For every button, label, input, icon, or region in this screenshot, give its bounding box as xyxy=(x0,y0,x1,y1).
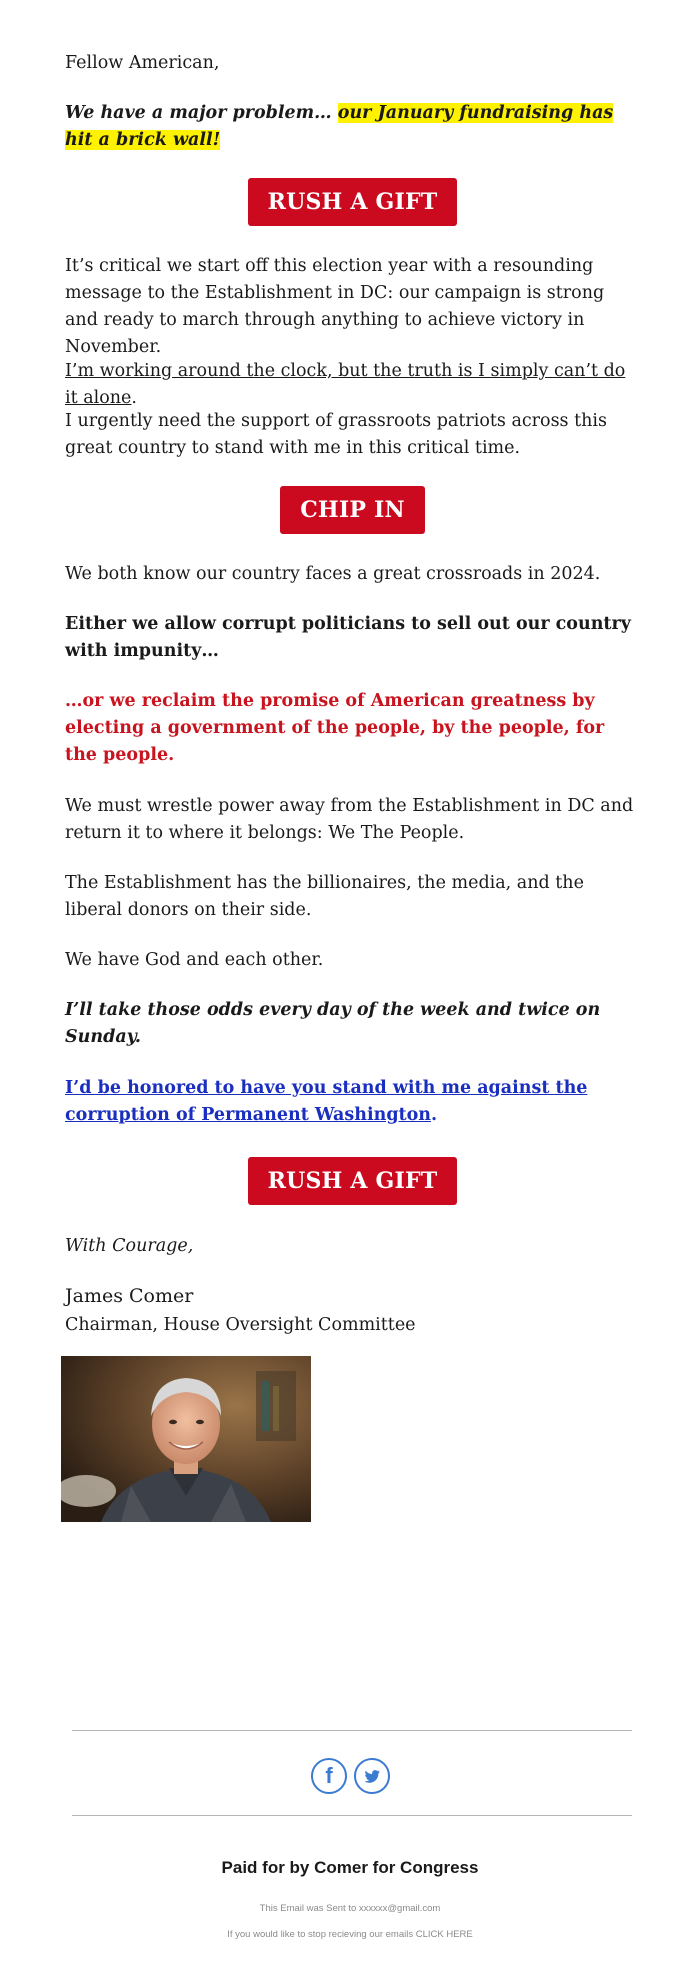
footer-divider-bottom xyxy=(72,1815,632,1816)
para-working xyxy=(65,358,640,412)
signoff: With Courage, xyxy=(65,1236,194,1256)
para-billionaires: The Establishment has the billionaires, the media, and the liberal donors on their side. xyxy=(65,873,584,920)
facebook-icon[interactable] xyxy=(311,1758,347,1794)
facebook-glyph: f xyxy=(325,1763,333,1788)
chip-in-button[interactable]: CHIP IN xyxy=(280,486,425,534)
signer-photo-art xyxy=(61,1356,311,1522)
para-either: Either we allow corrupt politicians to sell out our country with impunity… xyxy=(65,614,631,661)
honored-link[interactable]: I’d be honored to have you stand with me against the corruption of Permanent Washington xyxy=(65,1078,588,1125)
signer-title: Chairman, House Oversight Committee xyxy=(65,1315,416,1335)
sent-to-line: This Email was Sent to xxxxxx@gmail.com xyxy=(259,1903,441,1914)
para-working-underlined: I’m working around the clock, but the truth is I simply can’t do it alone xyxy=(65,361,626,408)
rush-gift-row-2 xyxy=(65,1157,640,1205)
para-god: We have God and each other. xyxy=(65,950,324,970)
para-reclaim: …or we reclaim the promise of American greatness by electing a government of the people, by the people, for the people. xyxy=(65,691,605,765)
twitter-icon[interactable] xyxy=(354,1758,390,1794)
rush-gift-button[interactable]: RUSH A GIFT xyxy=(248,178,458,226)
twitter-bird-icon xyxy=(356,1760,388,1792)
honored-link-end: . xyxy=(431,1105,438,1125)
chip-in-row xyxy=(65,486,640,534)
headline xyxy=(65,100,640,154)
unsubscribe-link[interactable]: If you would like to stop recieving our emails CLICK HERE xyxy=(227,1929,473,1940)
signer-name: James Comer xyxy=(65,1285,194,1307)
para-urgently: I urgently need the support of grassroots patriots across this great country to stand with me in this critical time. xyxy=(65,411,607,458)
signer-photo xyxy=(61,1356,311,1522)
para-critical: It’s critical we start off this election year with a resounding message to the Establishment in DC: our campaign is strong and ready to march through anything to achieve victory in November. xyxy=(65,256,605,357)
para-odds: I’ll take those odds every day of the week and twice on Sunday. xyxy=(65,1000,601,1047)
greeting: Fellow American, xyxy=(65,53,220,73)
para-working-end: . xyxy=(131,388,137,408)
paid-for-line: Paid for by Comer for Congress xyxy=(221,1858,479,1877)
headline-part1: We have a major problem… xyxy=(65,103,338,123)
rush-gift-row-1 xyxy=(65,178,640,226)
headline-highlight: our January fundraising has hit a brick wall! xyxy=(65,103,614,150)
para-crossroads: We both know our country faces a great crossroads in 2024. xyxy=(65,564,601,584)
para-wrestle: We must wrestle power away from the Establishment in DC and return it to where it belongs: We The People. xyxy=(65,796,634,843)
para-honored xyxy=(65,1075,640,1129)
footer-divider-top xyxy=(72,1730,632,1731)
rush-gift-button-2[interactable]: RUSH A GIFT xyxy=(248,1157,458,1205)
